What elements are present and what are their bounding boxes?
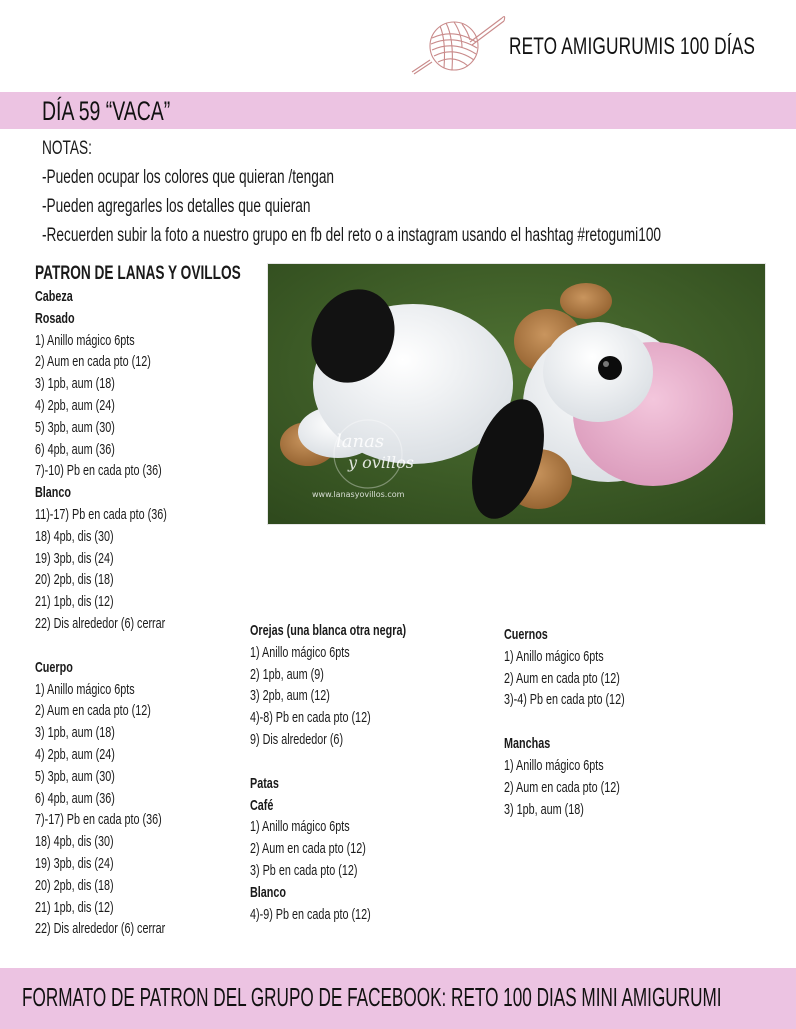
spacer bbox=[504, 711, 625, 733]
pattern-row: 6) 4pb, aum (36) bbox=[35, 440, 115, 458]
notes-section bbox=[42, 134, 796, 250]
page-header bbox=[0, 0, 796, 88]
pattern-row: 2) Aum en cada pto (12) bbox=[504, 669, 620, 687]
pattern-row: 22) Dis alrededor (6) cerrar bbox=[35, 920, 166, 938]
section-heading-patas: Patas bbox=[250, 774, 279, 792]
spacer bbox=[35, 635, 241, 657]
pattern-row: 4)-9) Pb en cada pto (12) bbox=[250, 905, 371, 923]
pattern-row: 4)-8) Pb en cada pto (12) bbox=[250, 709, 371, 727]
color-heading-cafe: Café bbox=[250, 796, 274, 814]
note-item: -Pueden ocupar los colores que quieran /tengan bbox=[42, 167, 335, 188]
section-heading-cuerpo: Cuerpo bbox=[35, 658, 73, 676]
pattern-row: 18) 4pb, dis (30) bbox=[35, 833, 114, 851]
pattern-column-3 bbox=[504, 624, 672, 820]
note-item: -Recuerden subir la foto a nuestro grupo en fb del reto o a instagram usando el hashtag #retogumi100 bbox=[42, 225, 662, 246]
pattern-row: 3) Pb en cada pto (12) bbox=[250, 861, 358, 879]
note-item: -Pueden agregarles los detalles que quieran bbox=[42, 196, 311, 217]
pattern-row: 11)-17) Pb en cada pto (36) bbox=[35, 505, 167, 523]
yarn-ball-crochet-hook-icon bbox=[410, 8, 510, 76]
pattern-row: 7)-17) Pb en cada pto (36) bbox=[35, 811, 162, 829]
pattern-row: 4) 2pb, aum (24) bbox=[35, 396, 115, 414]
pattern-row: 1) Anillo mágico 6pts bbox=[504, 756, 604, 774]
pattern-row: 18) 4pb, dis (30) bbox=[35, 527, 114, 545]
brand-title: RETO AMIGURUMIS 100 DÍAS bbox=[509, 33, 756, 60]
section-heading-cabeza: Cabeza bbox=[35, 288, 73, 305]
notes-title: NOTAS: bbox=[42, 138, 92, 159]
section-heading-cuernos: Cuernos bbox=[504, 626, 548, 643]
color-heading-rosado: Rosado bbox=[35, 309, 75, 327]
pattern-row: 2) 1pb, aum (9) bbox=[250, 665, 324, 683]
svg-text:www.lanasyovillos.com: www.lanasyovillos.com bbox=[312, 490, 405, 499]
pattern-row: 3) 1pb, aum (18) bbox=[35, 724, 115, 742]
cow-illustration bbox=[268, 264, 766, 525]
pattern-row: 1) Anillo mágico 6pts bbox=[250, 818, 350, 836]
pattern-row: 2) Aum en cada pto (12) bbox=[35, 353, 151, 371]
pattern-row: 19) 3pb, dis (24) bbox=[35, 854, 114, 872]
pattern-row: 3) 1pb, aum (18) bbox=[35, 375, 115, 393]
pattern-row: 5) 3pb, aum (30) bbox=[35, 418, 115, 436]
section-heading-manchas: Manchas bbox=[504, 735, 551, 753]
pattern-row: 22) Dis alrededor (6) cerrar bbox=[35, 614, 166, 632]
svg-text:lanas: lanas bbox=[336, 431, 385, 452]
color-heading-blanco: Blanco bbox=[35, 484, 72, 502]
pattern-row: 2) Aum en cada pto (12) bbox=[504, 778, 620, 796]
pattern-row: 2) Aum en cada pto (12) bbox=[35, 702, 151, 720]
pattern-row: 20) 2pb, dis (18) bbox=[35, 876, 114, 894]
pattern-row: 4) 2pb, aum (24) bbox=[35, 745, 115, 763]
pattern-row: 6) 4pb, aum (36) bbox=[35, 789, 115, 807]
pattern-row: 3)-4) Pb en cada pto (12) bbox=[504, 691, 625, 709]
pattern-row: 1) Anillo mágico 6pts bbox=[250, 643, 350, 661]
pattern-row: 7)-10) Pb en cada pto (36) bbox=[35, 462, 162, 480]
section-heading-orejas: Orejas (una blanca otra negra) bbox=[250, 622, 407, 639]
pattern-row: 19) 3pb, dis (24) bbox=[35, 549, 114, 567]
pattern-row: 21) 1pb, dis (12) bbox=[35, 593, 114, 611]
footer-text: FORMATO DE PATRON DEL GRUPO DE FACEBOOK: RETO 100 DIAS MINI AMIGURUMI bbox=[22, 982, 722, 1012]
pattern-title: PATRON DE LANAS Y OVILLOS bbox=[35, 263, 241, 284]
pattern-row: 20) 2pb, dis (18) bbox=[35, 571, 114, 589]
pattern-row: 9) Dis alrededor (6) bbox=[250, 730, 344, 748]
color-heading-blanco: Blanco bbox=[250, 883, 287, 901]
pattern-row: 2) Aum en cada pto (12) bbox=[250, 840, 366, 858]
pattern-row: 1) Anillo mágico 6pts bbox=[35, 331, 135, 349]
pattern-row: 5) 3pb, aum (30) bbox=[35, 767, 115, 785]
pattern-row: 3) 2pb, aum (12) bbox=[250, 687, 330, 705]
svg-text:y ovillos: y ovillos bbox=[348, 453, 414, 472]
amigurumi-cow-photo bbox=[267, 263, 766, 525]
spacer bbox=[250, 751, 406, 773]
pattern-column-2 bbox=[250, 620, 467, 925]
pattern-row: 1) Anillo mágico 6pts bbox=[35, 680, 135, 698]
pattern-row: 21) 1pb, dis (12) bbox=[35, 898, 114, 916]
pattern-row: 3) 1pb, aum (18) bbox=[504, 800, 584, 818]
pattern-row: 1) Anillo mágico 6pts bbox=[504, 647, 604, 665]
day-title: DÍA 59 “VACA” bbox=[42, 96, 171, 126]
